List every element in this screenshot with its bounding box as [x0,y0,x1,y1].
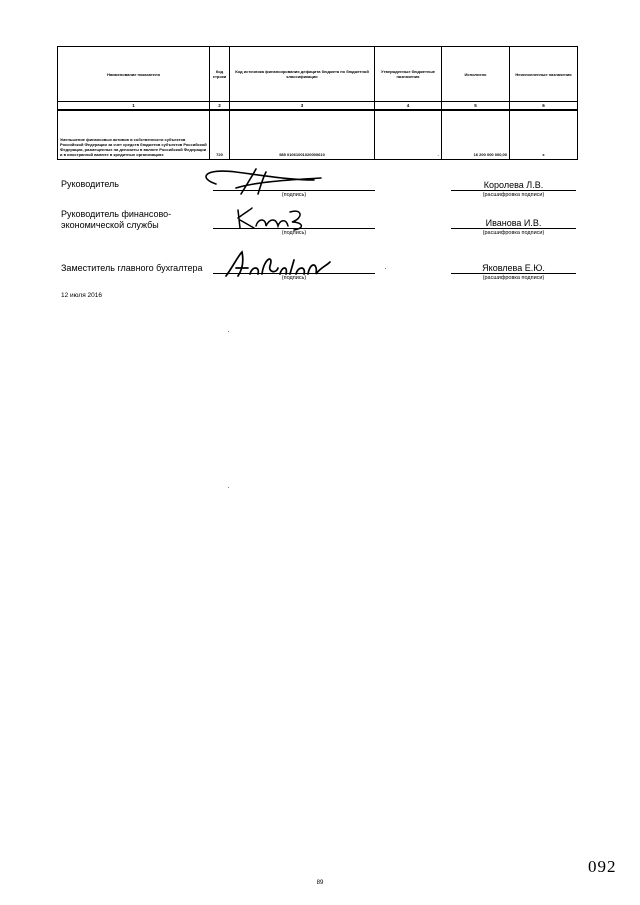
header-executed: Исполнено [442,47,510,102]
deputy-accountant-name: Яковлева Е.Ю. [482,263,545,273]
column-number: 1 [58,102,210,111]
row-approved: - [375,110,442,160]
head-decode-line [451,190,576,191]
scan-speck [385,268,386,269]
column-number: 6 [510,102,578,111]
finance-head-decode-line [451,228,576,229]
scan-speck [228,331,229,332]
report-table [57,46,578,160]
head-decode-hint: (расшифровка подписи) [482,192,545,198]
finance-head-signature-line [213,228,375,229]
head-signature-line [213,190,375,191]
finance-head-title-line2: экономической службы [61,220,159,230]
finance-head-title-line1: Руководитель финансово- [61,209,172,219]
finance-head-decode-hint: (расшифровка подписи) [482,230,545,236]
table-header-row [58,47,578,102]
column-number: 4 [375,102,442,111]
header-row-code: Код строки [210,47,230,102]
row-not-executed: x [510,110,578,160]
head-signature-hint: (подпись) [281,192,307,198]
column-number: 5 [442,102,510,111]
stamp-number: 092 [588,857,617,876]
finance-head-name: Иванова И.В. [485,218,542,228]
header-source-code: Код источника финансирования дефицита бюджета по бюджетной классификации [230,47,375,102]
row-executed: 16 200 000 000,00 [442,110,510,160]
head-title: Руководитель [61,179,119,189]
header-approved: Утвержденные бюджетные назначения [375,47,442,102]
row-name: Уменьшение финансовых активов в собственности субъектов Российской Федерации за счет средств бюджетов субъектов Российской Федерации, размещенных на депозиты в валюте Российской Федерации и в иностранной валюте в кредитных организациях [58,110,210,160]
deputy-accountant-decode-line [451,273,576,274]
table-row [58,110,578,160]
row-code: 720 [210,110,230,160]
header-not-executed: Неисполненные назначения [510,47,578,102]
head-name: Королева Л.В. [483,180,544,190]
row-source-code: 985 01061001020000610 [230,110,375,160]
deputy-accountant-signature-hint: (подпись) [281,275,307,281]
scan-speck [228,487,229,488]
column-number-row [58,102,578,111]
column-number: 2 [210,102,230,111]
document-date: 12 июля 2016 [61,292,102,299]
finance-head-signature-hint: (подпись) [281,230,307,236]
deputy-accountant-title: Заместитель главного бухгалтера [61,263,203,273]
deputy-accountant-signature-line [213,273,375,274]
header-name: Наименование показателя [58,47,210,102]
column-number: 3 [230,102,375,111]
deputy-accountant-decode-hint: (расшифровка подписи) [482,275,545,281]
page-number: 89 [316,880,324,886]
